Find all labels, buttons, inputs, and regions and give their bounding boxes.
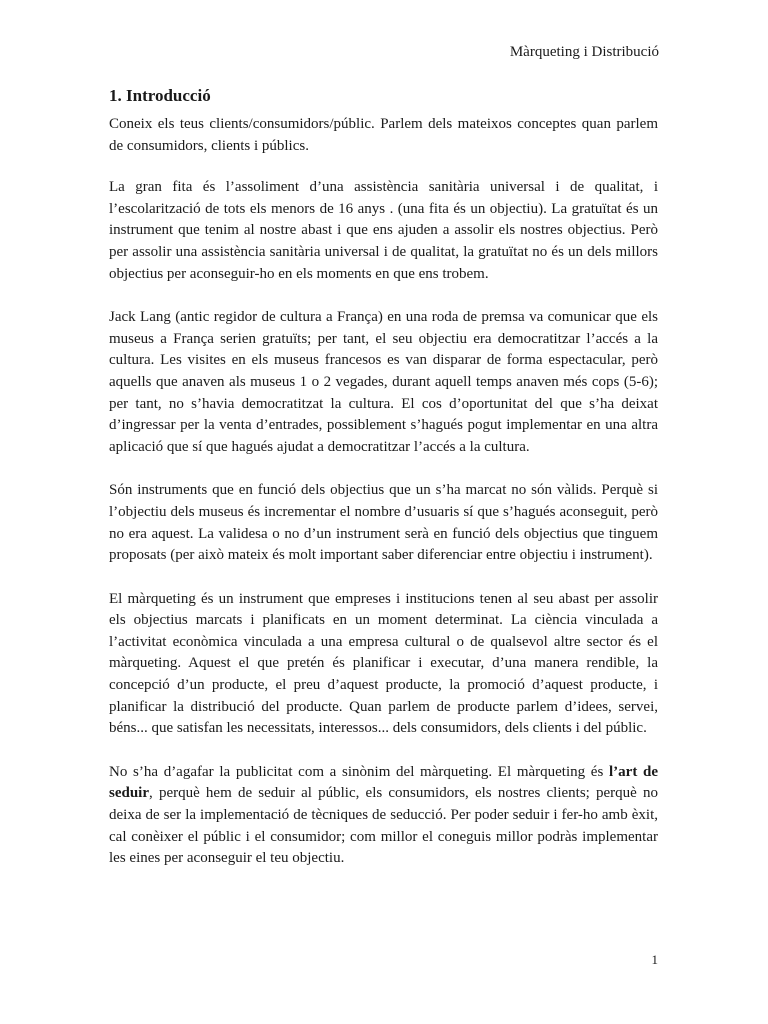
page-number: 1 <box>651 952 658 967</box>
paragraph-goal: La gran fita és l’assoliment d’una assistència sanitària universal i de qualitat, i l’escolarització de tots els menors de 16 anys . (una fita és un objectiu). La gratuïtat és un instrument que tenim al nostre abast i que ens ajuden a assolir els nostres objectius. Però per assolir una assistència sanitària universal i de qualitat, la gratuïtat no és un dels millors objectius per aconseguir-ho en els moments en que ens trobem. <box>109 179 658 282</box>
seduction-bold-phrase: l’art de seduir <box>109 763 658 802</box>
paragraph-marketing: El màrqueting és un instrument que empreses i institucions tenen al seu abast per assolir els objectius marcats i planificats en un moment determinat. La ciència vinculada a l’activitat econòmica vinculada a una empresa cultural o de qualsevol altre sector és el màrqueting. Aquest el que pretén és planificar i executar, d’una manera rendible, la concepció d’un producte, el preu d’aquest producte, la promoció d’aquest producte, i planificar la distribució del producte. Quan parlem de producte parlem d’idees, servei, béns... que satisfan les necessitats, interessos... dels consumidors, dels clients i del públic. <box>109 590 658 737</box>
running-header: Màrqueting i Distribució <box>509 44 659 60</box>
body-text <box>109 114 658 892</box>
paragraph-seduction <box>109 762 658 870</box>
paragraph-jack-lang: Jack Lang (antic regidor de cultura a França) en una roda de premsa va comunicar que els museus a França serien gratuïts; per tant, el seu objectiu era democratitzar l’accés a la cultura. Les visites en els museus francesos es van disparar de forma espectacular, però aquells que anaven als museus 1 o 2 vegades, durant aquell temps anaven més cops (5-6); per tant, no s’havia democratitzat la cultura. El cos d’oportunitat del que s’ha deixat d’ingressar per la venta d’entrades, possiblement s’hagués pogut implementar en una altra aplicació que sí que hagués ajudat a democratitzar l’accés a la cultura. <box>109 309 658 455</box>
seduction-text-end: , perquè hem de seduir al públic, els consumidors, els nostres clients; perquè no deixa de ser la implementació de tècniques de seducció. Per poder seduir i fer-ho amb èxit, cal conèixer el públic i el consumidor; com millor el coneguis millor podràs implementar les eines per aconseguir el teu objectiu. <box>109 785 658 867</box>
seduction-text-start: No s’ha d’agafar la publicitat com a sinònim del màrqueting. El màrqueting és <box>109 763 609 780</box>
paragraph-intro: Coneix els teus clients/consumidors/públic. Parlem dels mateixos conceptes quan parlem de consumidors, clients i públics. <box>109 116 658 154</box>
section-title: 1. Introducció <box>109 86 211 105</box>
paragraph-instruments: Són instruments que en funció dels objectius que un s’ha marcat no són vàlids. Perquè si l’objectiu dels museus és incrementar el nombre d’usuaris sí que s’hagués aconseguit, però no era aquest. La validesa o no d’un instrument serà en funció dels objectius que tinguem proposats (per això mateix és molt important saber diferenciar entre objectiu i instrument). <box>109 482 658 564</box>
